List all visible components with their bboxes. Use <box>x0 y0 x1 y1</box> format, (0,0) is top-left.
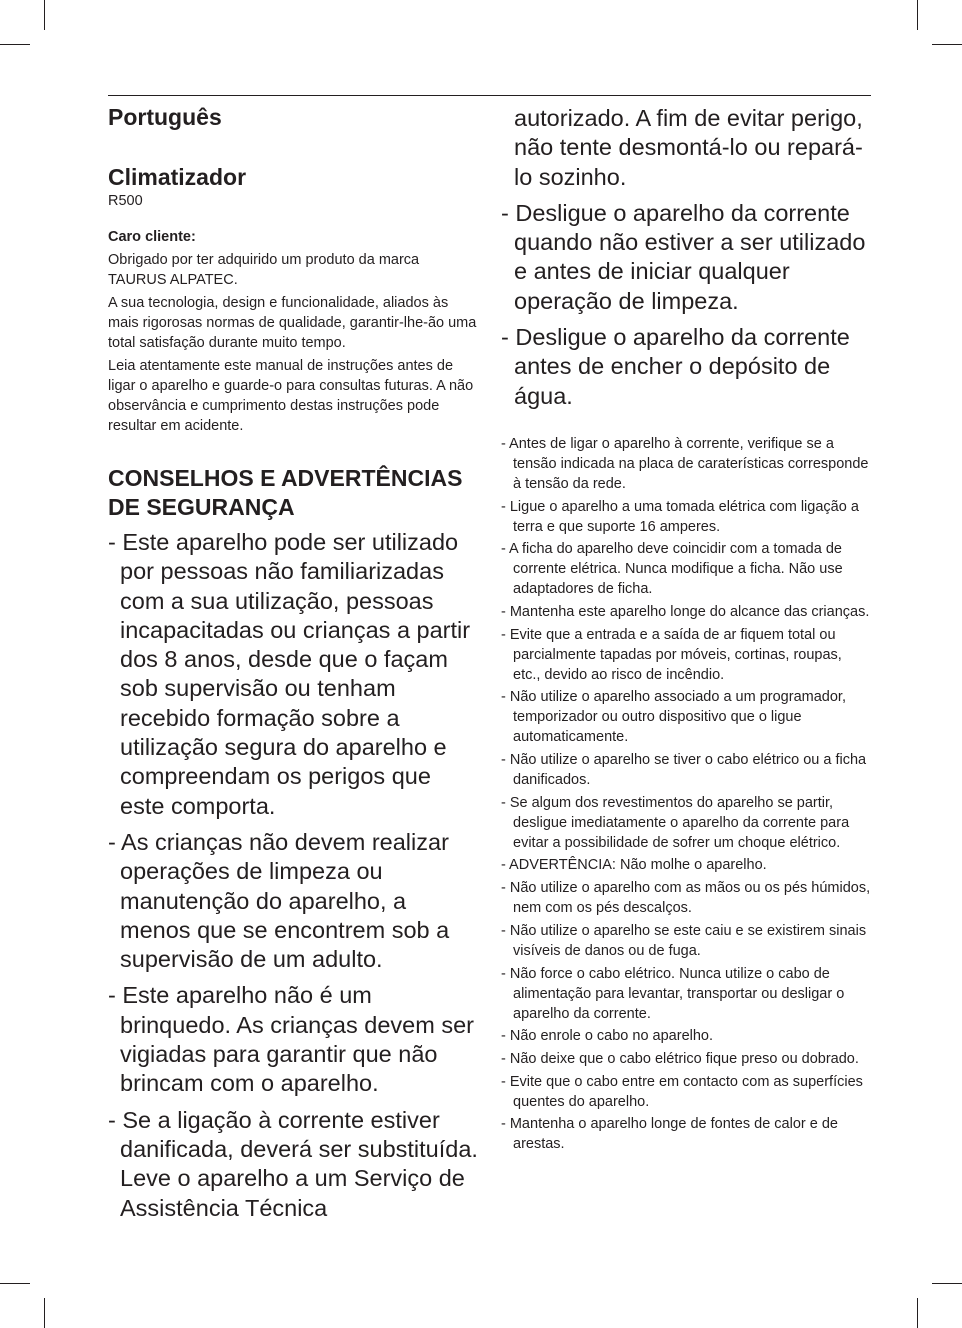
list-item-continuation: autorizado. A fim de evitar perigo, não tente desmontá-lo ou repará-lo sozinho. <box>514 105 863 190</box>
list-item: - Não deixe que o cabo elétrico fique preso ou dobrado. <box>501 1050 859 1067</box>
list-item: - ADVERTÊNCIA: Não molhe o aparelho. <box>501 857 767 874</box>
list-item: - Não utilize o aparelho se tiver o cabo elétrico ou a ficha danificados. <box>501 752 867 789</box>
safety-section-title: CONSELHOS E ADVERTÊNCIAS DE SEGURANÇA <box>108 465 463 520</box>
list-item: - As crianças não devem realizar operações de limpeza ou manutenção do aparelho, a menos que se encontrem sob a supervisão de um adulto. <box>108 828 450 973</box>
list-item: - Não force o cabo elétrico. Nunca utilize o cabo de alimentação para levantar, transportar ou desligar o aparelho da corrente. <box>501 965 845 1022</box>
list-item: - Mantenha o aparelho longe de fontes de calor e de arestas. <box>501 1116 838 1153</box>
right-column <box>501 104 873 1157</box>
safety-list-small <box>501 434 873 1154</box>
product-title: Climatizador <box>108 164 247 190</box>
crop-mark-top-left-h <box>0 44 30 45</box>
crop-mark-top-left-v <box>44 0 45 30</box>
greeting: Caro cliente: <box>108 229 196 245</box>
list-item: - Este aparelho não é um brinquedo. As crianças devem ser vigiadas para garantir que não brincam com o aparelho. <box>108 982 474 1097</box>
list-item: - Desligue o aparelho da corrente antes de encher o depósito de água. <box>501 324 850 409</box>
crop-mark-bottom-left-v <box>44 1298 45 1328</box>
list-item: - Ligue o aparelho a uma tomada elétrica com ligação a terra e que suporte 16 amperes. <box>501 498 859 535</box>
list-item: - Não utilize o aparelho se este caiu e se existirem sinais visíveis de danos ou de fuga. <box>501 922 867 959</box>
crop-mark-bottom-right-h <box>932 1283 962 1284</box>
list-item: - Evite que a entrada e a saída de ar fiquem total ou parcialmente tapadas por móveis, cortinas, roupas, etc., devido ao risco de incêndio. <box>501 626 842 683</box>
language-heading: Português <box>108 104 222 130</box>
list-item: - A ficha do aparelho deve coincidir com a tomada de corrente elétrica. Nunca modifique a ficha. Não use adaptadores de ficha. <box>501 541 843 598</box>
list-item: - Evite que o cabo entre em contacto com as superfícies quentes do aparelho. <box>501 1073 863 1110</box>
crop-mark-top-right-v <box>917 0 918 30</box>
list-item: - Não utilize o aparelho com as mãos ou os pés húmidos, nem com os pés descalços. <box>501 880 871 917</box>
header-rule <box>108 95 871 96</box>
crop-mark-bottom-left-h <box>0 1283 30 1284</box>
intro-paragraph: A sua tecnologia, design e funcionalidade, aliados às mais rigorosas normas de qualidade, garantir-lhe-ão uma total satisfação durante muito tempo. <box>108 295 477 351</box>
list-item: - Desligue o aparelho da corrente quando não estiver a ser utilizado e antes de iniciar qualquer operação de limpeza. <box>501 199 866 314</box>
crop-mark-bottom-right-v <box>917 1298 918 1328</box>
list-item: - Não utilize o aparelho associado a um programador, temporizador ou outro dispositivo que o ligue automaticamente. <box>501 689 846 746</box>
safety-list-large <box>108 528 480 1223</box>
list-item: - Antes de ligar o aparelho à corrente, verifique se a tensão indicada na placa de caraterísticas corresponde à tensão da rede. <box>501 435 869 492</box>
crop-mark-top-right-h <box>932 44 962 45</box>
list-item: - Se a ligação à corrente estiver danificada, deverá ser substituída. Leve o aparelho a um Serviço de Assistência Técnica <box>108 1106 478 1221</box>
intro-paragraph: Leia atentamente este manual de instruções antes de ligar o aparelho e guarde-o para consultas futuras. A não observância e cumprimento destas instruções pode resultar em acidente. <box>108 358 474 434</box>
left-column <box>108 102 480 1230</box>
list-item: - Mantenha este aparelho longe do alcance das crianças. <box>501 604 870 621</box>
list-item: - Se algum dos revestimentos do aparelho se partir, desligue imediatamente o aparelho da corrente para evitar a possibilidade de sofrer um choque elétrico. <box>501 794 850 851</box>
model-number: R500 <box>108 193 143 209</box>
list-item: - Não enrole o cabo no aparelho. <box>501 1028 714 1045</box>
intro-text <box>108 250 480 436</box>
safety-list-large-continued <box>501 199 873 411</box>
intro-paragraph: Obrigado por ter adquirido um produto da marca TAURUS ALPATEC. <box>108 252 420 288</box>
list-item: - Este aparelho pode ser utilizado por pessoas não familiarizadas com a sua utilização, pessoas incapacitadas ou crianças a partir dos 8 anos, desde que o façam sob supervisão ou tenham recebido formação sobre a utilização segura do aparelho e compreendam os perigos que este comporta. <box>108 529 471 819</box>
